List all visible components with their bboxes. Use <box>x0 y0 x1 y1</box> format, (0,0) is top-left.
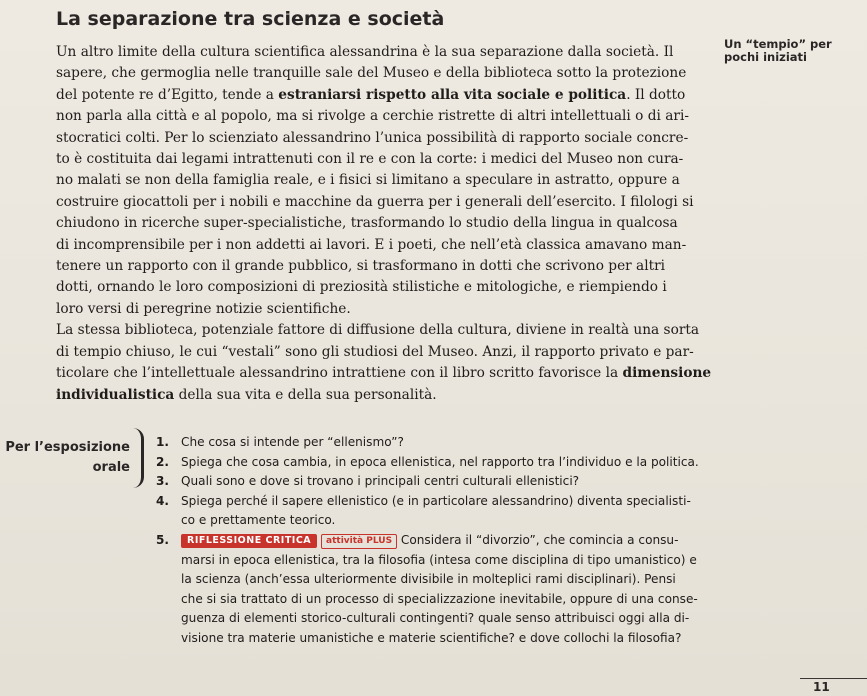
text-line <box>56 42 719 63</box>
question-number: 5. <box>156 532 170 547</box>
text-span: Un altro limite della cultura scientifica alessandrina è la sua separazione dalla società. Il <box>56 44 674 60</box>
paragraph-2 <box>56 320 719 406</box>
text-span: costruire giocattoli per i nobili e macchine da guerra per i generali dell’esercito. I filologi si <box>56 193 694 210</box>
oral-label-line-1: Per l’esposizione <box>5 440 130 455</box>
question-number: 1. <box>156 435 170 449</box>
text-span: di incomprensibile per i non addetti ai lavori. E i poeti, che nell’età classica amavano man- <box>56 236 687 253</box>
question-5-intro: Considera il “divorzio”, che comincia a consu- <box>397 532 679 547</box>
text-span: dotti, ornando le loro composizioni di preziosità stilistiche e mitologiche, e riempiendo i <box>56 279 667 296</box>
paragraph-1 <box>56 42 719 320</box>
text-line <box>56 256 719 277</box>
emphasis-text: dimensione <box>622 365 712 382</box>
question-item-4 <box>156 492 736 531</box>
text-line <box>56 299 719 320</box>
text-span: tenere un rapporto con il grande pubblico, si trasformano in dotti che scrivono per altri <box>56 258 666 275</box>
text-line <box>56 277 719 298</box>
text-line <box>56 85 719 106</box>
question-line: Che cosa si intende per “ellenismo”? <box>181 435 404 449</box>
question-number: 3. <box>156 474 170 489</box>
text-span: della sua vita e della sua personalità. <box>174 386 437 403</box>
text-line <box>56 320 719 341</box>
question-line: la scienza (anch’essa ulteriormente divisibile in molteplici rami disciplinari). Pensi <box>181 572 676 587</box>
question-item-5 <box>156 531 736 649</box>
text-line <box>56 128 719 149</box>
question-line: Spiega perché il sapere ellenistico (e in particolare alessandrino) diventa specialisti- <box>181 493 691 508</box>
text-span: chiudono in ricerche super-specialistiche, trasformando lo studio della lingua in qualcosa <box>56 215 678 232</box>
text-line <box>56 385 719 406</box>
body-text <box>56 42 719 406</box>
oral-label-line-2: orale <box>92 460 130 475</box>
text-line <box>56 63 719 84</box>
question-item-3 <box>156 472 736 492</box>
text-line <box>56 192 719 213</box>
text-span: di tempio chiuso, le cui “vestali” sono gli studiosi del Museo. Anzi, il rapporto privato e par- <box>56 343 694 360</box>
question-item-2 <box>156 453 736 473</box>
text-line <box>56 363 719 384</box>
text-span: La stessa biblioteca, potenziale fattore di diffusione della cultura, diviene in realtà una sorta <box>56 322 700 339</box>
question-line: che si sia trattato di un processo di specializzazione inevitabile, oppure di una conse- <box>181 591 698 606</box>
riflessione-critica-badge: RIFLESSIONE CRITICA <box>181 534 317 548</box>
question-item-1 <box>156 433 736 453</box>
text-line <box>56 213 719 234</box>
question-number: 4. <box>156 493 170 508</box>
question-line: co e prettamente teorico. <box>181 513 336 528</box>
text-line <box>56 149 719 170</box>
text-span: no malati se non della famiglia reale, e i fisici si limitano a speculare in astratto, oppure a <box>56 172 680 189</box>
text-line <box>56 170 719 191</box>
text-span: sapere, che germoglia nelle tranquille sale del Museo e della biblioteca sotto la protezione <box>56 65 687 82</box>
question-5-body <box>181 551 736 649</box>
text-span: loro versi di peregrine notizie scientifiche. <box>56 300 351 317</box>
question-line: Spiega che cosa cambia, in epoca ellenistica, nel rapporto tra l’individuo e la politica. <box>181 454 699 469</box>
question-line <box>181 531 736 551</box>
question-line: visione tra materie umanistiche e materie scientifiche? e dove collochi la filosofia? <box>181 630 682 645</box>
margin-note: Un “tempio” per pochi iniziati <box>724 37 832 64</box>
oral-exposition-label <box>0 438 130 478</box>
question-number: 2. <box>156 454 170 469</box>
footer-rule <box>800 678 867 679</box>
text-span: non parla alla città e al popolo, ma si rivolge a cerchie ristrette di altri intellettuali o di ari- <box>56 108 689 125</box>
text-span: stocratici colti. Per lo scienziato alessandrino l’unica possibilità di rapporto sociale concre- <box>56 129 689 146</box>
emphasis-text: individualistica <box>56 386 175 403</box>
text-span: to è costituita dai legami intrattenuti con il re e con la corte: i medici del Museo non cura- <box>56 151 684 168</box>
page-number: 11 <box>813 680 830 694</box>
text-line <box>56 106 719 127</box>
text-line <box>56 235 719 256</box>
question-line: Quali sono e dove si trovano i principali centri culturali ellenistici? <box>181 474 580 489</box>
text-span: . Il dotto <box>626 86 686 103</box>
section-title: La separazione tra scienza e società <box>56 8 445 30</box>
text-line <box>56 342 719 363</box>
question-line: guenza di elementi storico-culturali contingenti? quale senso attribuisci oggi alla di- <box>181 611 690 626</box>
attivita-plus-badge: attività PLUS <box>321 534 397 549</box>
brace-divider <box>133 428 144 488</box>
question-line: marsi in epoca ellenistica, tra la filosofia (intesa come disciplina di tipo umanistico) e <box>181 552 697 567</box>
emphasis-text: estraniarsi rispetto alla vita sociale e politica <box>278 86 627 103</box>
text-span: ticolare che l’intellettuale alessandrino intrattiene con il libro scritto favorisce la <box>56 365 623 382</box>
text-span: del potente re d’Egitto, tende a <box>56 86 279 103</box>
question-list <box>156 433 736 649</box>
